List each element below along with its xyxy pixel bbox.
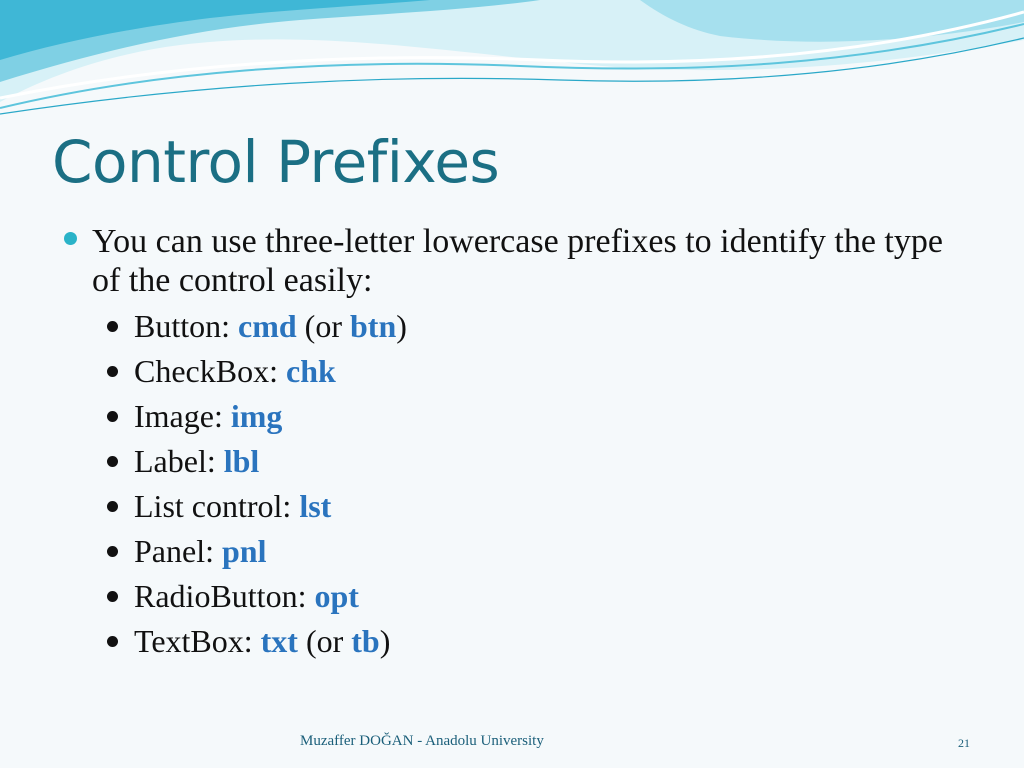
bullet-dot-icon <box>64 232 77 245</box>
prefix-item-checkbox <box>0 351 1024 396</box>
slide-footer: Muzaffer DOĞAN - Anadolu University <box>300 733 544 749</box>
prefix-code: chk <box>285 353 336 389</box>
bullet-dot-icon <box>107 636 118 647</box>
prefix-label: Panel: <box>134 533 222 569</box>
prefix-list <box>0 306 1024 666</box>
prefix-label: RadioButton: <box>134 578 315 614</box>
prefix-label: Button: <box>134 308 239 344</box>
prefix-code: img <box>230 398 283 434</box>
bullet-dot-icon <box>107 546 118 557</box>
bullet-dot-icon <box>107 501 118 512</box>
prefix-item-panel <box>0 531 1024 576</box>
bullet-dot-icon <box>107 321 118 332</box>
prefix-label: Image: <box>134 398 231 434</box>
header-wave-decoration <box>0 0 1024 140</box>
prefix-alt-open: (or <box>296 308 350 344</box>
prefix-code: cmd <box>238 308 297 344</box>
bullet-dot-icon <box>107 411 118 422</box>
prefix-alt-code: btn <box>349 308 397 344</box>
main-bullet-text: You can use three-letter lowercase prefixes to identify the type of the control easily: <box>92 223 943 299</box>
prefix-item-textbox <box>0 621 1024 666</box>
bullet-dot-icon <box>107 456 118 467</box>
page-number: 21 <box>958 736 970 750</box>
prefix-alt-open: (or <box>297 623 352 659</box>
prefix-label: TextBox: <box>134 623 261 659</box>
prefix-item-list-control <box>0 486 1024 531</box>
prefix-alt-close: ) <box>396 308 407 344</box>
prefix-code: opt <box>314 578 359 614</box>
prefix-label: CheckBox: <box>134 353 286 389</box>
prefix-alt-code: tb <box>351 623 380 659</box>
prefix-item-radiobutton <box>0 576 1024 621</box>
prefix-label: Label: <box>134 443 224 479</box>
prefix-label: List control: <box>134 488 300 524</box>
bullet-dot-icon <box>107 366 118 377</box>
slide-title: Control Prefixes <box>52 128 500 196</box>
prefix-code: lst <box>299 488 332 524</box>
prefix-code: txt <box>260 623 298 659</box>
prefix-item-label <box>0 441 1024 486</box>
bullet-dot-icon <box>107 591 118 602</box>
prefix-code: lbl <box>223 443 260 479</box>
prefix-alt-close: ) <box>379 623 391 659</box>
prefix-code: pnl <box>221 533 267 569</box>
prefix-item-image <box>0 396 1024 441</box>
prefix-item-button <box>0 306 1024 351</box>
